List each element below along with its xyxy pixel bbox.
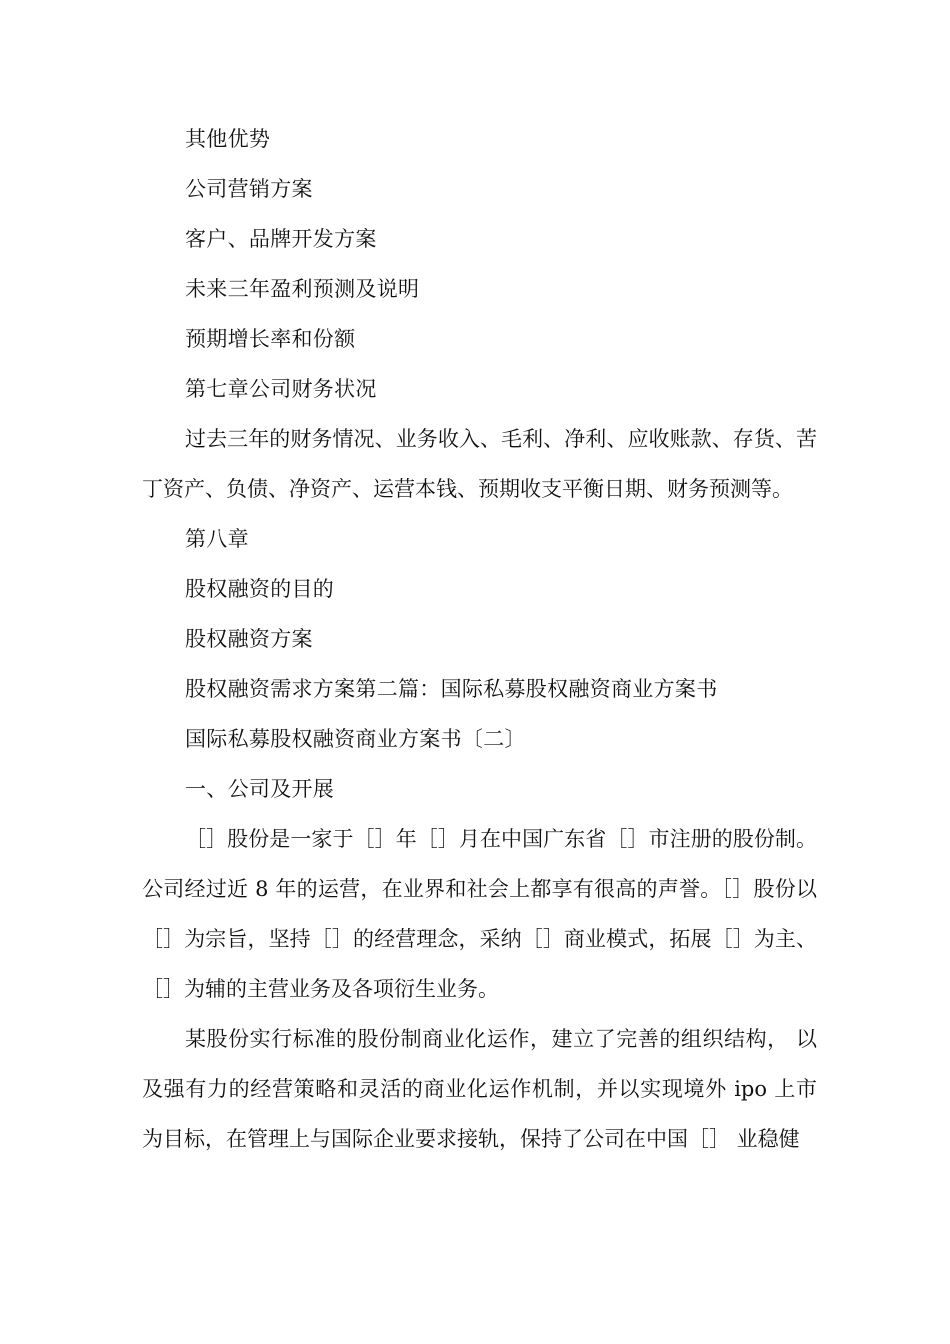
heading-business-plan-two: 国际私募股权融资商业方案书〔二〕 <box>185 727 526 751</box>
document-body <box>142 114 817 1164</box>
heading-financing-purpose: 股权融资的目的 <box>185 577 335 601</box>
heading-other-advantages: 其他优势 <box>185 127 271 151</box>
heading-chapter-seven: 第七章公司财务状况 <box>185 377 377 401</box>
heading-marketing-plan: 公司营销方案 <box>185 177 313 201</box>
paragraph-financial-status: 过去三年的财务情况、业务收入、毛利、净利、应收账款、存货、苦丁资产、负债、净资产、运营本钱、预期收支平衡日期、财务预测等。 <box>142 427 817 501</box>
heading-profit-forecast: 未来三年盈利预测及说明 <box>185 277 420 301</box>
heading-brand-plan: 客户、品牌开发方案 <box>185 227 377 251</box>
heading-growth-rate: 预期增长率和份额 <box>185 327 356 351</box>
heading-chapter-eight: 第八章 <box>185 527 249 551</box>
heading-financing-needs: 股权融资需求方案第二篇：国际私募股权融资商业方案书 <box>185 677 718 701</box>
heading-financing-plan: 股权融资方案 <box>185 627 313 651</box>
paragraph-company-operation: 某股份实行标准的股份制商业化运作，建立了完善的组织结构， 以及强有力的经营策略和灵活的商业化运作机制，并以实现境外 ipo 上市为目标，在管理上与国际企业要求接轨，保持了公司在中国［］ 业稳健 <box>142 1027 817 1151</box>
paragraph-company-intro: ［］股份是一家于［］年［］月在中国广东省［］市注册的股份制。公司经过近 8 年的运营，在业界和社会上都享有很高的声誉。［］股份以［］为宗旨，坚持［］的经营理念，采纳［］商业模式，拓展［］为主、［］为辅的主营业务及各项衍生业务。 <box>142 827 817 1001</box>
heading-company-development: 一、公司及开展 <box>185 777 335 801</box>
